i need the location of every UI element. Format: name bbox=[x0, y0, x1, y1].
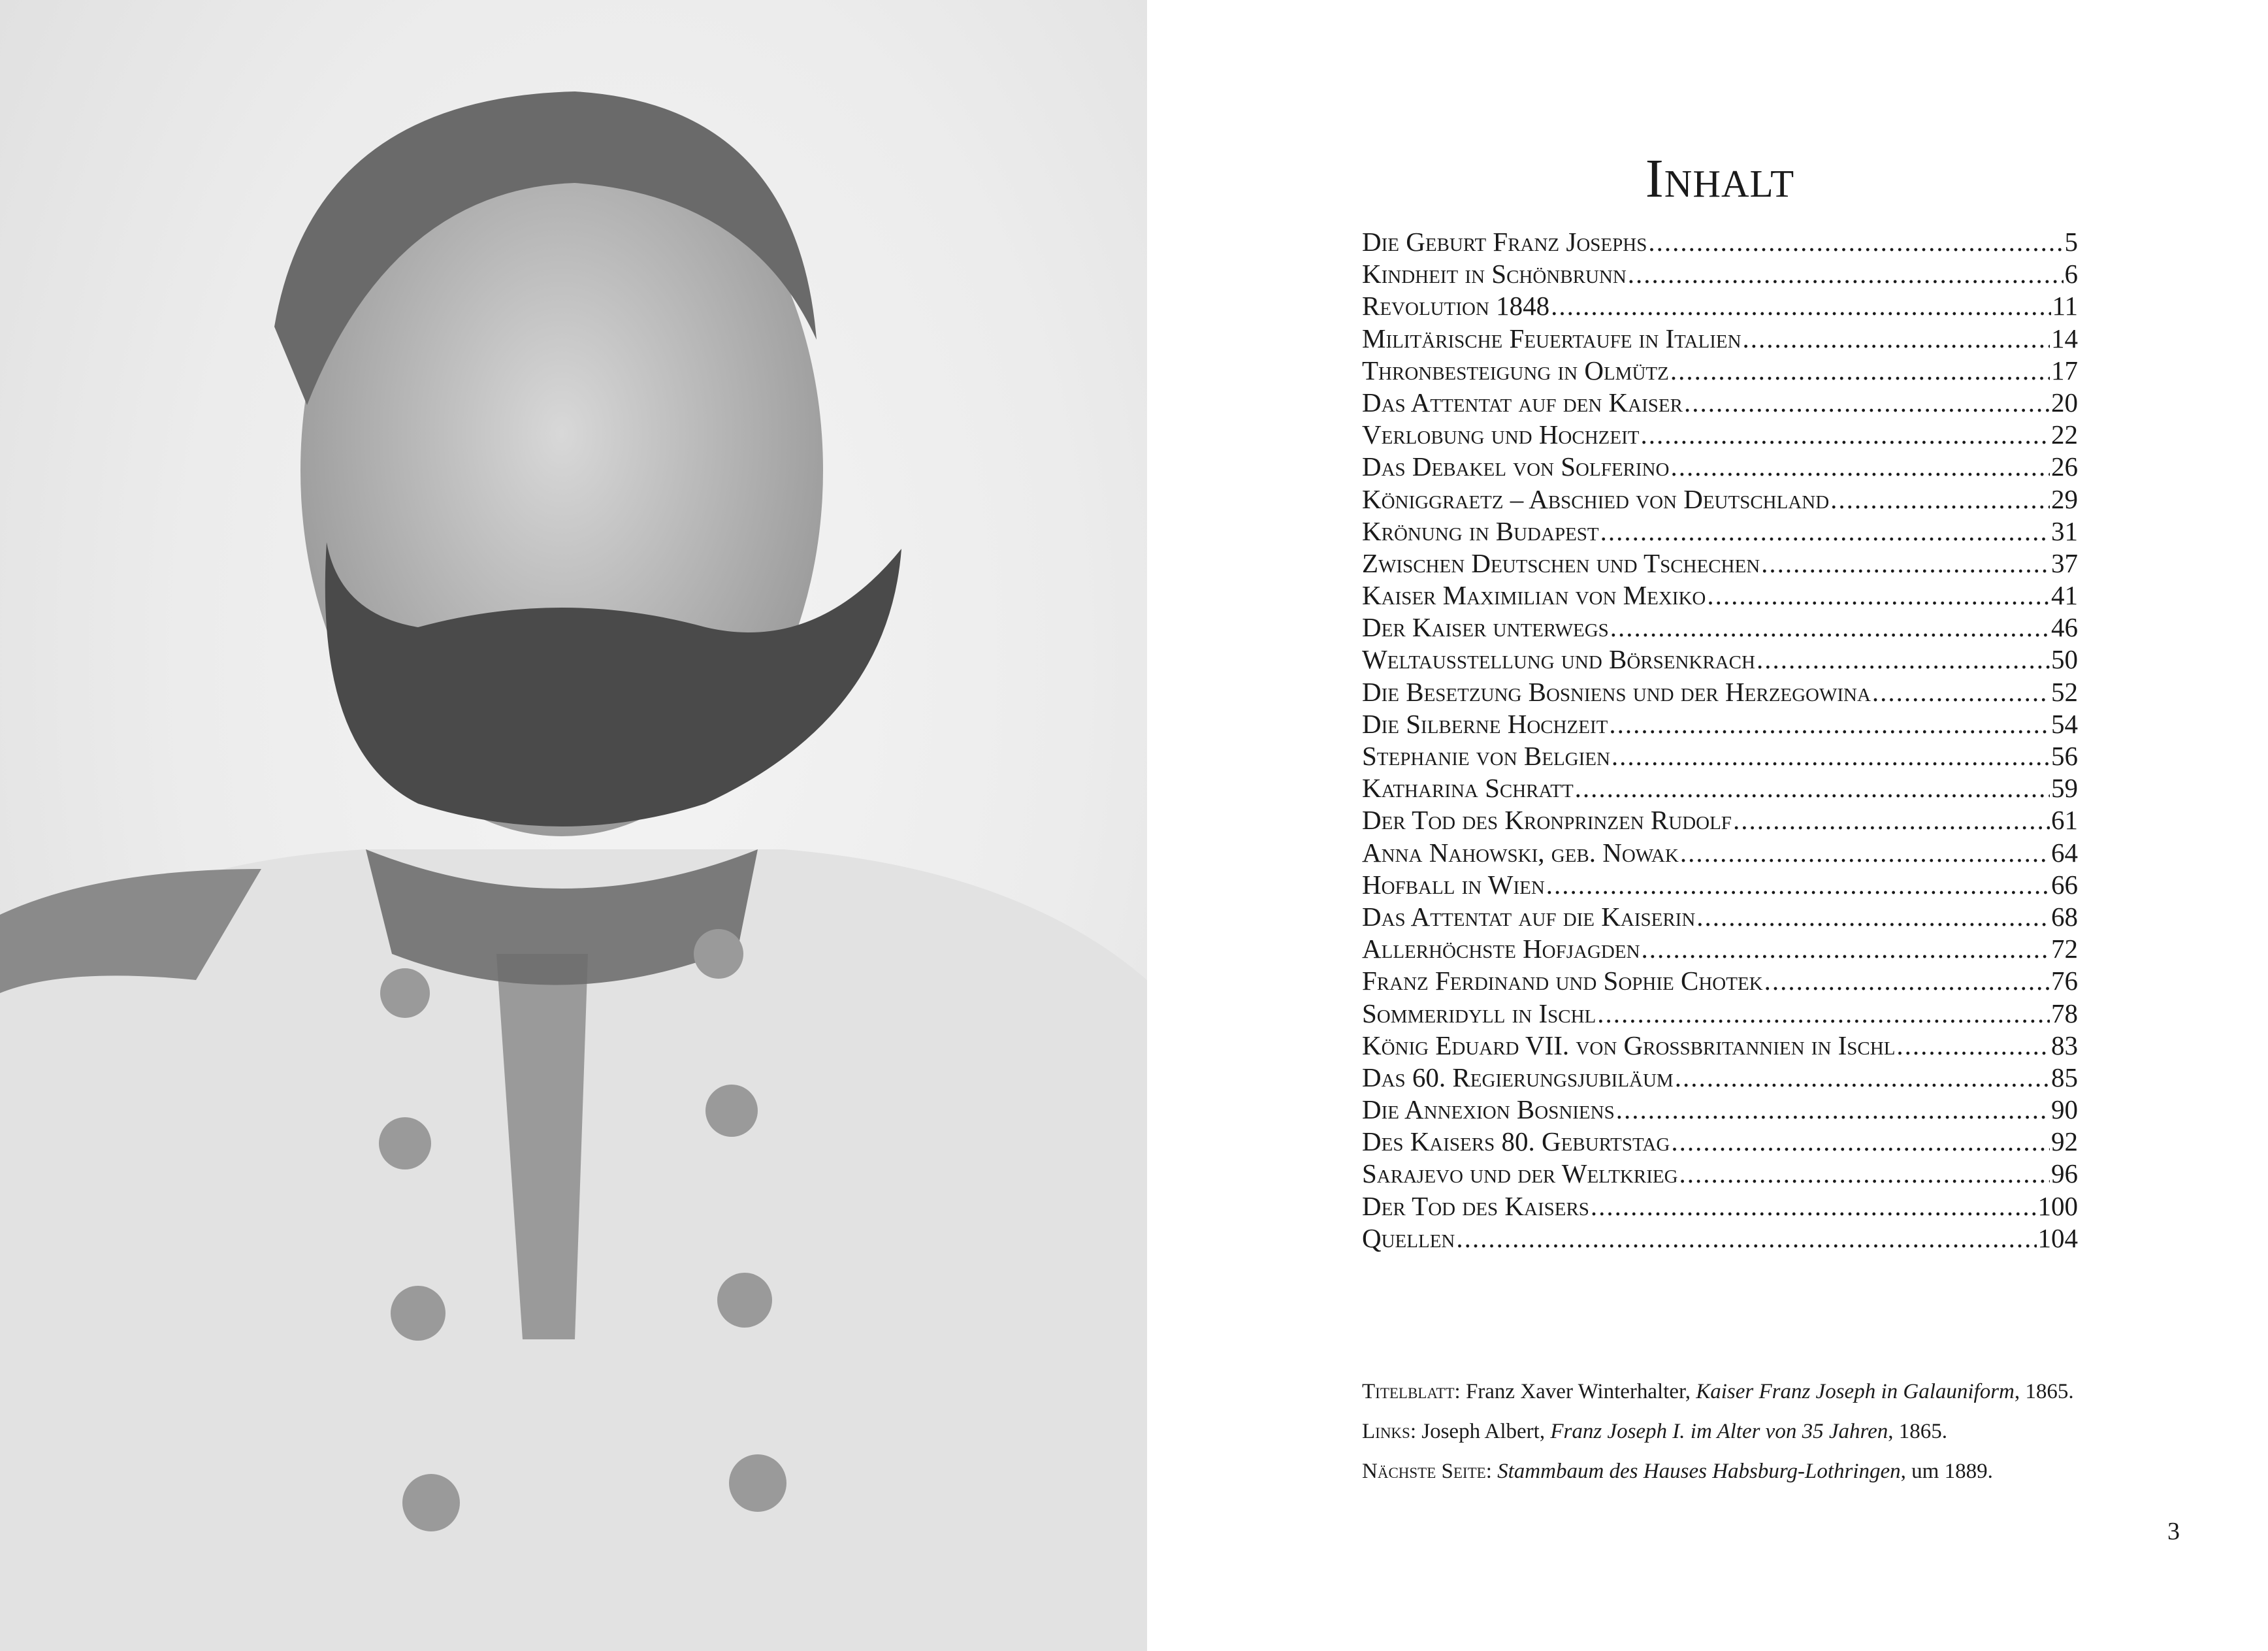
toc-entry-title: Quellen bbox=[1362, 1222, 1455, 1253]
toc-entry bbox=[1362, 290, 2078, 322]
toc-entry bbox=[1362, 740, 2078, 772]
toc-entry-page: 46 bbox=[2051, 612, 2078, 643]
toc-entry-page: 6 bbox=[2064, 259, 2078, 289]
toc-entry-title: Kaiser Maximilian von Mexiko bbox=[1362, 580, 1706, 611]
dot-leader bbox=[1671, 1126, 2050, 1158]
toc-entry-page: 14 bbox=[2051, 323, 2078, 353]
caption-text bbox=[1492, 1460, 1497, 1483]
toc-entry-title: Das Debakel von Solferino bbox=[1362, 451, 1670, 482]
dot-leader bbox=[1670, 451, 2050, 483]
toc-entry-title: Krönung in Budapest bbox=[1362, 515, 1599, 546]
toc-entry bbox=[1362, 1030, 2078, 1062]
dot-leader bbox=[1575, 772, 2050, 804]
toc-entry bbox=[1362, 451, 2078, 483]
toc-entry bbox=[1362, 644, 2078, 676]
toc-entry bbox=[1362, 387, 2078, 419]
dot-leader bbox=[1830, 483, 2050, 515]
toc-entry-title: Kindheit in Schönbrunn bbox=[1362, 259, 1627, 289]
toc-entry bbox=[1362, 837, 2078, 869]
dot-leader bbox=[1896, 1030, 2050, 1062]
toc-entry-title: Die Besetzung Bosniens und der Herzegowina bbox=[1362, 676, 1871, 707]
toc-entry-title: Die Annexion Bosniens bbox=[1362, 1094, 1615, 1125]
caption-text: Joseph Albert, bbox=[1416, 1420, 1551, 1443]
caption-tail: , 1865. bbox=[2014, 1380, 2074, 1403]
dot-leader bbox=[1609, 708, 2050, 740]
toc-entry-title: Königgraetz – Abschied von Deutschland bbox=[1362, 483, 1830, 514]
toc-entry-page: 20 bbox=[2051, 387, 2078, 417]
toc-entry-title: Der Tod des Kronprinzen Rudolf bbox=[1362, 805, 1732, 836]
toc-entry-title: Zwischen Deutschen und Tschechen bbox=[1362, 548, 1760, 578]
toc-entry-page: 41 bbox=[2051, 580, 2078, 611]
image-credits bbox=[1362, 1375, 2113, 1495]
toc-entry bbox=[1362, 1222, 2078, 1254]
caption-text: Franz Xaver Winterhalter, bbox=[1460, 1380, 1696, 1403]
toc-entry-title: Stephanie von Belgien bbox=[1362, 741, 1610, 771]
toc-entry-page: 83 bbox=[2051, 1030, 2078, 1060]
toc-entry-page: 5 bbox=[2064, 227, 2078, 257]
toc-entry-title: Verlobung und Hochzeit bbox=[1362, 419, 1640, 450]
toc-entry-page: 76 bbox=[2051, 966, 2078, 996]
caption-work-title: Franz Joseph I. im Alter von 35 Jahren bbox=[1550, 1420, 1888, 1443]
dot-leader bbox=[1696, 901, 2050, 933]
toc-entry-page: 59 bbox=[2051, 773, 2078, 804]
dot-leader bbox=[1764, 965, 2050, 997]
dot-leader bbox=[1642, 933, 2050, 965]
toc-entry-page: 100 bbox=[2037, 1190, 2078, 1221]
toc-entry-title: Der Tod des Kaisers bbox=[1362, 1190, 1589, 1221]
toc-entry-title: Sommeridyll in Ischl bbox=[1362, 998, 1596, 1028]
caption-key: Titelblatt: bbox=[1362, 1380, 1461, 1403]
toc-entry-page: 26 bbox=[2051, 451, 2078, 482]
toc-entry-title: Das Attentat auf die Kaiserin bbox=[1362, 901, 1696, 932]
toc-entry-title: Thronbesteigung in Olmütz bbox=[1362, 355, 1669, 385]
toc-entry-page: 104 bbox=[2037, 1222, 2078, 1253]
toc-entry bbox=[1362, 1094, 2078, 1126]
dot-leader bbox=[1733, 804, 2050, 836]
toc-entry-page: 72 bbox=[2051, 934, 2078, 964]
toc-entry-title: Anna Nahowski, geb. Nowak bbox=[1362, 837, 1679, 868]
caption-key: Links: bbox=[1362, 1420, 1416, 1443]
toc-entry-page: 37 bbox=[2051, 548, 2078, 578]
toc-entry-page: 90 bbox=[2051, 1094, 2078, 1125]
dot-leader bbox=[1591, 1190, 2037, 1222]
toc-entry-page: 92 bbox=[2051, 1126, 2078, 1157]
toc-entry-page: 11 bbox=[2052, 291, 2078, 321]
toc-entry bbox=[1362, 804, 2078, 836]
dot-leader bbox=[1612, 740, 2050, 772]
toc-entry bbox=[1362, 258, 2078, 290]
toc-entry bbox=[1362, 226, 2078, 258]
toc-entry-title: Die Geburt Franz Josephs bbox=[1362, 227, 1647, 257]
caption-key: Nächste Seite: bbox=[1362, 1460, 1492, 1483]
toc-entry-page: 52 bbox=[2051, 676, 2078, 707]
toc-entry bbox=[1362, 869, 2078, 901]
dot-leader bbox=[1670, 355, 2050, 387]
caption-line bbox=[1362, 1455, 2113, 1495]
toc-entry-page: 22 bbox=[2051, 419, 2078, 450]
toc-entry-page: 85 bbox=[2051, 1062, 2078, 1092]
dot-leader bbox=[1597, 998, 2050, 1030]
toc-entry-title: Franz Ferdinand und Sophie Chotek bbox=[1362, 966, 1763, 996]
toc-entry bbox=[1362, 419, 2078, 451]
dot-leader bbox=[1684, 387, 2050, 419]
page-title: Inhalt bbox=[1645, 148, 1795, 209]
toc-entry bbox=[1362, 612, 2078, 644]
toc-entry bbox=[1362, 355, 2078, 387]
dot-leader bbox=[1551, 290, 2050, 322]
dot-leader bbox=[1456, 1222, 2036, 1254]
table-of-contents bbox=[1362, 226, 2078, 1254]
toc-entry-page: 29 bbox=[2051, 483, 2078, 514]
toc-entry-title: König Eduard VII. von Grossbritannien in Ischl bbox=[1362, 1030, 1896, 1060]
dot-leader bbox=[1757, 644, 2050, 676]
toc-entry-title: Militärische Feuertaufe in Italien bbox=[1362, 323, 1742, 353]
toc-entry-page: 56 bbox=[2051, 741, 2078, 771]
toc-entry-page: 64 bbox=[2051, 837, 2078, 868]
dot-leader bbox=[1640, 419, 2050, 451]
toc-entry-page: 68 bbox=[2051, 901, 2078, 932]
dot-leader bbox=[1680, 837, 2050, 869]
caption-tail: , um 1889. bbox=[1900, 1460, 1993, 1483]
toc-entry bbox=[1362, 580, 2078, 612]
toc-entry bbox=[1362, 1158, 2078, 1190]
page-number: 3 bbox=[2167, 1518, 2180, 1545]
toc-entry bbox=[1362, 1062, 2078, 1094]
toc-entry bbox=[1362, 933, 2078, 965]
toc-entry-page: 61 bbox=[2051, 805, 2078, 836]
toc-entry-page: 96 bbox=[2051, 1158, 2078, 1189]
dot-leader bbox=[1610, 612, 2050, 644]
toc-entry bbox=[1362, 708, 2078, 740]
dot-leader bbox=[1761, 548, 2050, 580]
toc-entry bbox=[1362, 901, 2078, 933]
caption-work-title: Kaiser Franz Joseph in Galauniform bbox=[1696, 1380, 2015, 1403]
toc-entry bbox=[1362, 515, 2078, 548]
dot-leader bbox=[1600, 515, 2050, 548]
dot-leader bbox=[1872, 676, 2050, 708]
caption-line bbox=[1362, 1375, 2113, 1415]
toc-entry-page: 31 bbox=[2051, 515, 2078, 546]
toc-entry bbox=[1362, 483, 2078, 515]
toc-entry-title: Revolution 1848 bbox=[1362, 291, 1550, 321]
caption-work-title: Stammbaum des Hauses Habsburg-Lothringen bbox=[1497, 1460, 1901, 1483]
toc-entry bbox=[1362, 323, 2078, 355]
toc-entry bbox=[1362, 965, 2078, 997]
toc-entry bbox=[1362, 1126, 2078, 1158]
toc-entry-title: Sarajevo und der Weltkrieg bbox=[1362, 1158, 1678, 1189]
dot-leader bbox=[1616, 1094, 2050, 1126]
toc-entry-page: 50 bbox=[2051, 644, 2078, 675]
toc-entry-page: 54 bbox=[2051, 708, 2078, 739]
toc-entry-title: Der Kaiser unterwegs bbox=[1362, 612, 1609, 643]
toc-entry-title: Das 60. Regierungsjubiläum bbox=[1362, 1062, 1674, 1092]
toc-entry-title: Hofball in Wien bbox=[1362, 869, 1545, 900]
dot-leader bbox=[1648, 226, 2063, 258]
toc-entry-title: Weltausstellung und Börsenkrach bbox=[1362, 644, 1755, 675]
toc-entry bbox=[1362, 772, 2078, 804]
dot-leader bbox=[1628, 258, 2064, 290]
toc-entry-title: Allerhöchste Hofjagden bbox=[1362, 934, 1640, 964]
dot-leader bbox=[1743, 323, 2050, 355]
toc-entry-page: 78 bbox=[2051, 998, 2078, 1028]
toc-entry-page: 66 bbox=[2051, 869, 2078, 900]
toc-entry-page: 17 bbox=[2051, 355, 2078, 385]
toc-entry bbox=[1362, 548, 2078, 580]
toc-entry-title: Das Attentat auf den Kaiser bbox=[1362, 387, 1683, 417]
toc-entry-title: Katharina Schratt bbox=[1362, 773, 1574, 804]
toc-entry-title: Des Kaisers 80. Geburtstag bbox=[1362, 1126, 1670, 1157]
toc-entry bbox=[1362, 1190, 2078, 1222]
dot-leader bbox=[1679, 1158, 2050, 1190]
toc-entry bbox=[1362, 676, 2078, 708]
caption-tail: , 1865. bbox=[1888, 1420, 1947, 1443]
toc-entry-title: Die Silberne Hochzeit bbox=[1362, 708, 1608, 739]
dot-leader bbox=[1675, 1062, 2050, 1094]
dot-leader bbox=[1707, 580, 2050, 612]
caption-line bbox=[1362, 1415, 2113, 1455]
dot-leader bbox=[1546, 869, 2050, 901]
toc-entry bbox=[1362, 998, 2078, 1030]
